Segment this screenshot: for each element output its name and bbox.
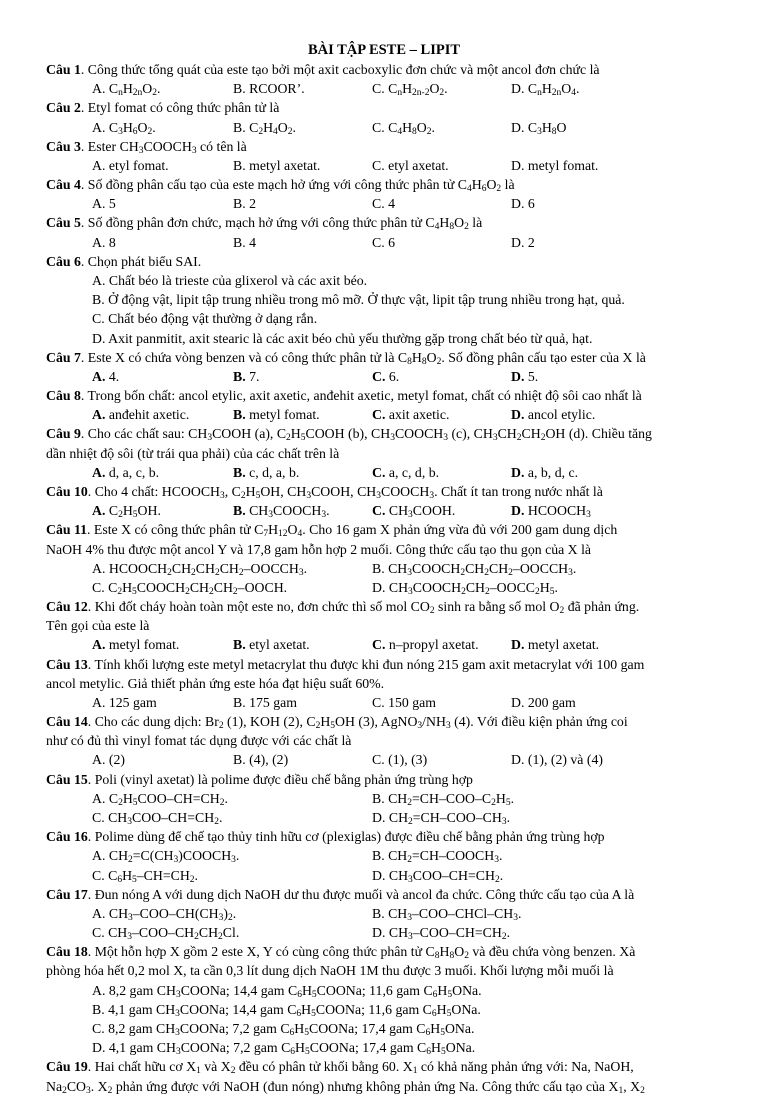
answer-options-line	[0, 846, 768, 865]
question-line	[0, 712, 768, 731]
question-text: Câu 2. Etyl fomat có công thức phân tử là	[46, 100, 280, 116]
question-text: phòng hóa hết 0,2 mol X, ta cần 0,3 lít dung dịch NaOH 1M thu được 3 muối. Khối lượng mỗi muối là	[46, 963, 614, 979]
answer-option: A. $C_2H_5OH$.	[92, 503, 161, 521]
question-text: Câu 19. Hai chất hữu cơ $X_1$ và $X_2$ đều có phân tử khối bằng 60. $X_1$ có khả năng phản ứng với: Na, NaOH,	[46, 1059, 634, 1077]
answer-option: D. $CH_2=CH-COO-CH_3$.	[372, 810, 511, 828]
answer-option: D. 2	[511, 234, 535, 250]
question-number: Câu 18	[46, 944, 88, 960]
question-number: Câu 10	[46, 483, 88, 499]
option-letter: B.	[233, 637, 246, 653]
option-letter: A.	[92, 464, 106, 480]
option-letter: C.	[372, 503, 386, 519]
answer-option: C. 150 gam	[372, 694, 436, 710]
question-text: Câu 11. Este X có công thức phân tử $C_7H_{12}O_4$. Cho 16 gam X phản ứng vừa đủ với 200 gam dung dịch	[46, 522, 618, 540]
option-letter: D.	[511, 503, 525, 519]
answer-option: B. Ở động vật, lipit tập trung nhiều trong mô mỡ. Ở thực vật, lipit tập trung nhiều trong hạt, quả.	[92, 292, 625, 308]
answer-options-line	[0, 559, 768, 578]
option-letter: D.	[511, 407, 525, 423]
question-number: Câu 3	[46, 138, 81, 154]
question-number: Câu 5	[46, 215, 81, 231]
option-letter: B.	[233, 407, 246, 423]
answer-options-line	[0, 290, 768, 309]
page-title-text: BÀI TẬP ESTE – LIPIT	[307, 42, 461, 58]
question-line	[0, 213, 768, 232]
option-letter: B.	[233, 503, 246, 519]
answer-options-line	[0, 194, 768, 213]
answer-option: D. $C_nH_{2n}O_4$.	[511, 81, 580, 99]
answer-options-line	[0, 463, 768, 482]
answer-option: A. $C_nH_{2n}O_2$.	[92, 81, 161, 99]
answer-option: D. metyl axetat.	[511, 637, 600, 653]
answer-option: A. etyl fomat.	[92, 157, 169, 173]
question-text: Câu 10. Cho 4 chất: $HCOOCH_3$, $C_2H_5OH$, $CH_3COOH$, $CH_3COOCH_3$. Chất ít tan trong nước nhất là	[46, 483, 603, 501]
answer-option: D. metyl fomat.	[511, 157, 599, 173]
question-line	[0, 655, 768, 674]
answer-option: B. c, d, a, b.	[233, 464, 300, 480]
option-letter: B.	[233, 464, 246, 480]
answer-options-line	[0, 271, 768, 290]
answer-option: B. metyl axetat.	[233, 157, 321, 173]
answer-option: B. etyl axetat.	[233, 637, 310, 653]
answer-option: D. $CH_3-COO-CH=CH_2$.	[372, 925, 511, 943]
question-text: Câu 18. Một hỗn hợp X gồm 2 este X, Y có cùng công thức phân tử $C_8H_8O_2$ và đều chứa vòng benzen. Xà	[46, 944, 636, 962]
question-text-line	[0, 616, 768, 635]
answer-options-line	[0, 923, 768, 942]
question-line	[0, 770, 768, 789]
option-letter: C.	[372, 368, 386, 384]
question-text: Câu 7. Este X có chứa vòng benzen và có công thức phân tử là $C_8H_8O_2$. Số đồng phân cấu tạo ester của X là	[46, 349, 646, 367]
question-text-line	[0, 540, 768, 559]
answer-option: A. 8	[92, 234, 116, 250]
answer-option: B. metyl fomat.	[233, 407, 320, 423]
answer-option: A. 8,2 gam $CH_3COONa$; 14,4 gam $C_6H_5COONa$; 11,6 gam $C_6H_5ONa$.	[92, 982, 482, 1000]
question-text-line	[0, 444, 768, 463]
option-letter: B.	[233, 368, 246, 384]
question-text: Câu 13. Tính khối lượng este metyl metacrylat thu được khi đun nóng 215 gam axit metacrylat với 100 gam	[46, 656, 645, 672]
answer-option: B. $CH_3COOCH_3$.	[233, 503, 330, 521]
question-text-line	[0, 731, 768, 750]
answer-option: B. (4), (2)	[233, 752, 289, 768]
question-text: Câu 15. Poli (vinyl axetat) là polime được điều chế bằng phản ứng trùng hợp	[46, 771, 473, 787]
answer-option: C. $CH_3COOH$.	[372, 503, 456, 521]
question-text: Câu 8. Trong bốn chất: ancol etylic, axit axetic, anđehit axetic, metyl fomat, chất có nhiệt độ sôi cao nhất là	[46, 388, 642, 404]
question-text: Câu 4. Số đồng phân cấu tạo của este mạch hở ứng với công thức phân tử $C_4H_6O_2$ là	[46, 177, 515, 195]
answer-options-line	[0, 693, 768, 712]
question-text: Câu 1. Công thức tổng quát của este tạo bởi một axit cacboxylic đơn chức và một ancol đơn chức là	[46, 62, 600, 77]
question-number: Câu 14	[46, 714, 88, 730]
page-title	[0, 41, 768, 60]
answer-option: D. (1), (2) và (4)	[511, 752, 603, 768]
answer-option: D. 200 gam	[511, 694, 576, 710]
answer-option: C. 6	[372, 234, 395, 250]
answer-options-line	[0, 635, 768, 654]
answer-option: B. $C_2H_4O_2$.	[233, 119, 296, 137]
answer-option: C. a, c, d, b.	[372, 464, 440, 480]
answer-option: C. $C_6H_5-CH=CH_2$.	[92, 867, 198, 885]
question-line	[0, 98, 768, 117]
option-letter: C.	[372, 464, 386, 480]
question-text: Tên gọi của este là	[46, 618, 150, 634]
question-text: NaOH 4% thu được một ancol Y và 17,8 gam hỗn hợp 2 muối. Công thức cấu tạo thu gọn của X là	[46, 541, 592, 557]
answer-option: A. $C_3H_6O_2$.	[92, 119, 156, 137]
question-line	[0, 482, 768, 501]
answer-options-line	[0, 866, 768, 885]
answer-option: C. $C_nH_{2n-2}O_2$.	[372, 81, 448, 99]
question-line	[0, 597, 768, 616]
question-number: Câu 16	[46, 829, 88, 845]
answer-option: C. 4	[372, 196, 395, 212]
option-letter: C.	[372, 407, 386, 423]
answer-options-line	[0, 981, 768, 1000]
question-text-line	[0, 961, 768, 980]
question-line	[0, 885, 768, 904]
question-text: như có đủ thì vinyl fomat tác dụng được với các chất là	[46, 733, 352, 749]
answer-option: C. 8,2 gam $CH_3COONa$; 7,2 gam $C_6H_5COONa$; 17,4 gam $C_6H_5ONa$.	[92, 1021, 475, 1038]
answer-option: D. 5.	[511, 368, 539, 384]
answer-option: C. $CH_3-COO-CH_2CH_2Cl$.	[92, 925, 240, 943]
answer-option: D. $HCOOCH_3$	[511, 503, 591, 521]
answer-option: B. 7.	[233, 368, 260, 384]
answer-options-line	[0, 309, 768, 328]
question-text: $Na_2CO_3$. $X_2$ phản ứng được với NaOH (đun nóng) nhưng không phản ứng Na. Công thức cấu tạo của $X_1$, $X_2$	[46, 1078, 645, 1096]
answer-option: C. 6.	[372, 368, 400, 384]
answer-option: A. $CH_3-COO-CH(CH_3)_2$.	[92, 905, 237, 923]
answer-option: A. (2)	[92, 752, 125, 768]
answer-options-line	[0, 501, 768, 520]
question-text-line	[0, 674, 768, 693]
answer-option: B. $CH_2=CH-COO-C_2H_5$.	[372, 790, 515, 808]
answer-option: A. 4.	[92, 368, 120, 384]
answer-options-line	[0, 789, 768, 808]
answer-options-line	[0, 1019, 768, 1038]
answer-option: D. $C_3H_8O$	[511, 119, 567, 137]
answer-options-line	[0, 750, 768, 769]
answer-option: B. 2	[233, 196, 256, 212]
question-line	[0, 424, 768, 443]
answer-options-line	[0, 118, 768, 137]
answer-option: D. $CH_3COOCH_2CH_2-OOCC_2H_5$.	[372, 579, 558, 597]
question-number: Câu 2	[46, 100, 81, 116]
question-number: Câu 19	[46, 1059, 88, 1075]
question-number: Câu 13	[46, 656, 88, 672]
option-letter: A.	[92, 503, 106, 519]
question-number: Câu 12	[46, 599, 88, 615]
answer-option: A. $HCOOCH_2CH_2CH_2CH_2-OOCCH_3$.	[92, 560, 308, 578]
answer-options-line	[0, 79, 768, 98]
answer-option: A. metyl fomat.	[92, 637, 180, 653]
answer-option: D. 4,1 gam $CH_3COONa$; 7,2 gam $C_6H_5COONa$; 17,4 gam $C_6H_5ONa$.	[92, 1040, 476, 1058]
answer-option: C. Chất béo động vật thường ở dạng rắn.	[92, 311, 318, 327]
answer-options-line	[0, 904, 768, 923]
question-text: Câu 6. Chọn phát biểu SAI.	[46, 253, 202, 269]
answer-option: D. $CH_3COO-CH=CH_2$.	[372, 867, 504, 885]
question-text: Câu 9. Cho các chất sau: $CH_3COOH$ (a), $C_2H_5COOH$ (b), $CH_3COOCH_3$ (c), $CH_3CH_2CH_2OH$ (d). Chiều tăng	[46, 426, 652, 444]
answer-option: A. $CH_2=C(CH_3)COOCH_3$.	[92, 848, 240, 866]
question-line	[0, 60, 768, 79]
answer-options-line	[0, 329, 768, 348]
option-letter: A.	[92, 637, 106, 653]
question-line	[0, 386, 768, 405]
answer-option: B. $CH_3-COO-CHCl-CH_3$.	[372, 905, 522, 923]
question-text-line	[0, 1077, 768, 1096]
option-letter: A.	[92, 407, 106, 423]
option-letter: D.	[511, 464, 525, 480]
question-number: Câu 9	[46, 426, 81, 442]
question-number: Câu 8	[46, 388, 81, 404]
answer-options-line	[0, 578, 768, 597]
answer-option: D. ancol etylic.	[511, 407, 596, 423]
answer-option: A. d, a, c, b.	[92, 464, 160, 480]
answer-option: D. Axit panmitit, axit stearic là các axit béo chủ yếu thường gặp trong chất béo từ quả, hạt.	[92, 330, 593, 346]
answer-option: C. axit axetic.	[372, 407, 450, 423]
answer-options-line	[0, 1038, 768, 1057]
answer-option: B. RCOOR’.	[233, 81, 305, 97]
answer-option: D. a, b, d, c.	[511, 464, 579, 480]
question-line	[0, 942, 768, 961]
question-number: Câu 17	[46, 886, 88, 902]
answer-option: B. 4	[233, 234, 256, 250]
answer-option: A. 5	[92, 196, 116, 212]
answer-option: A. anđehit axetic.	[92, 407, 190, 423]
answer-options-line	[0, 1000, 768, 1019]
answer-option: D. 6	[511, 196, 535, 212]
answer-options-line	[0, 156, 768, 175]
question-line	[0, 827, 768, 846]
question-line	[0, 348, 768, 367]
question-line	[0, 520, 768, 539]
answer-option: B. 4,1 gam $CH_3COONa$; 14,4 gam $C_6H_5COONa$; 11,6 gam $C_6H_5ONa$.	[92, 1001, 481, 1019]
question-number: Câu 7	[46, 349, 81, 365]
answer-option: C. $CH_3COO-CH=CH_2$.	[92, 810, 223, 828]
question-number: Câu 15	[46, 771, 88, 787]
option-letter: D.	[511, 637, 525, 653]
answer-options-line	[0, 405, 768, 424]
question-line	[0, 137, 768, 156]
answer-option: A. $C_2H_5COO-CH=CH_2$.	[92, 790, 228, 808]
answer-option: C. (1), (3)	[372, 752, 428, 768]
answer-option: C. $C_2H_5COOCH_2CH_2CH_2$–OOCH.	[92, 579, 288, 597]
answer-options-line	[0, 233, 768, 252]
question-line	[0, 252, 768, 271]
question-line	[0, 1057, 768, 1076]
option-letter: A.	[92, 368, 106, 384]
question-text: ancol metylic. Giả thiết phản ứng este hóa đạt hiệu suất 60%.	[46, 675, 385, 691]
question-text: Câu 16. Polime dùng để chế tạo thủy tinh hữu cơ (plexiglas) được điều chế bằng phản ứng trùng hợp	[46, 829, 605, 845]
answer-option: B. $CH_3COOCH_2CH_2CH_2-OOCCH_3$.	[372, 560, 577, 578]
answer-option: B. $CH_2=CH-COOCH_3$.	[372, 848, 503, 866]
question-number: Câu 1	[46, 62, 81, 77]
question-number: Câu 4	[46, 177, 81, 193]
question-text: Câu 3. Ester $CH_3COOCH_3$ có tên là	[46, 138, 247, 156]
question-text: dần nhiệt độ sôi (từ trái qua phải) của các chất trên là	[46, 445, 340, 461]
answer-options-line	[0, 808, 768, 827]
question-line	[0, 175, 768, 194]
option-letter: D.	[511, 368, 525, 384]
answer-option: C. n–propyl axetat.	[372, 637, 479, 653]
answer-option: A. 125 gam	[92, 694, 157, 710]
question-text: Câu 12. Khi đốt cháy hoàn toàn một este no, đơn chức thì số mol $CO_2$ sinh ra bằng số mol $O_2$ đã phản ứng.	[46, 599, 640, 617]
answer-option: A. Chất béo là trieste của glixerol và các axit béo.	[92, 272, 368, 288]
question-text: Câu 14. Cho các dung dịch: $Br_2$ (1), KOH (2), $C_2H_5OH$ (3), $AgNO_3/NH_3$ (4). Với điều kiện phản ứng coi	[46, 714, 628, 732]
answer-option: C. $C_4H_8O_2$.	[372, 119, 435, 137]
question-text: Câu 17. Đun nóng A với dung dịch NaOH dư thu được muối và ancol đa chức. Công thức cấu tạo của A là	[46, 886, 635, 902]
answer-option: C. etyl axetat.	[372, 157, 449, 173]
question-number: Câu 11	[46, 522, 88, 538]
question-text: Câu 5. Số đồng phân đơn chức, mạch hở ứng với công thức phân tử $C_4H_8O_2$ là	[46, 215, 483, 233]
answer-options-line	[0, 367, 768, 386]
answer-option: B. 175 gam	[233, 694, 297, 710]
question-number: Câu 6	[46, 253, 81, 269]
option-letter: C.	[372, 637, 386, 653]
